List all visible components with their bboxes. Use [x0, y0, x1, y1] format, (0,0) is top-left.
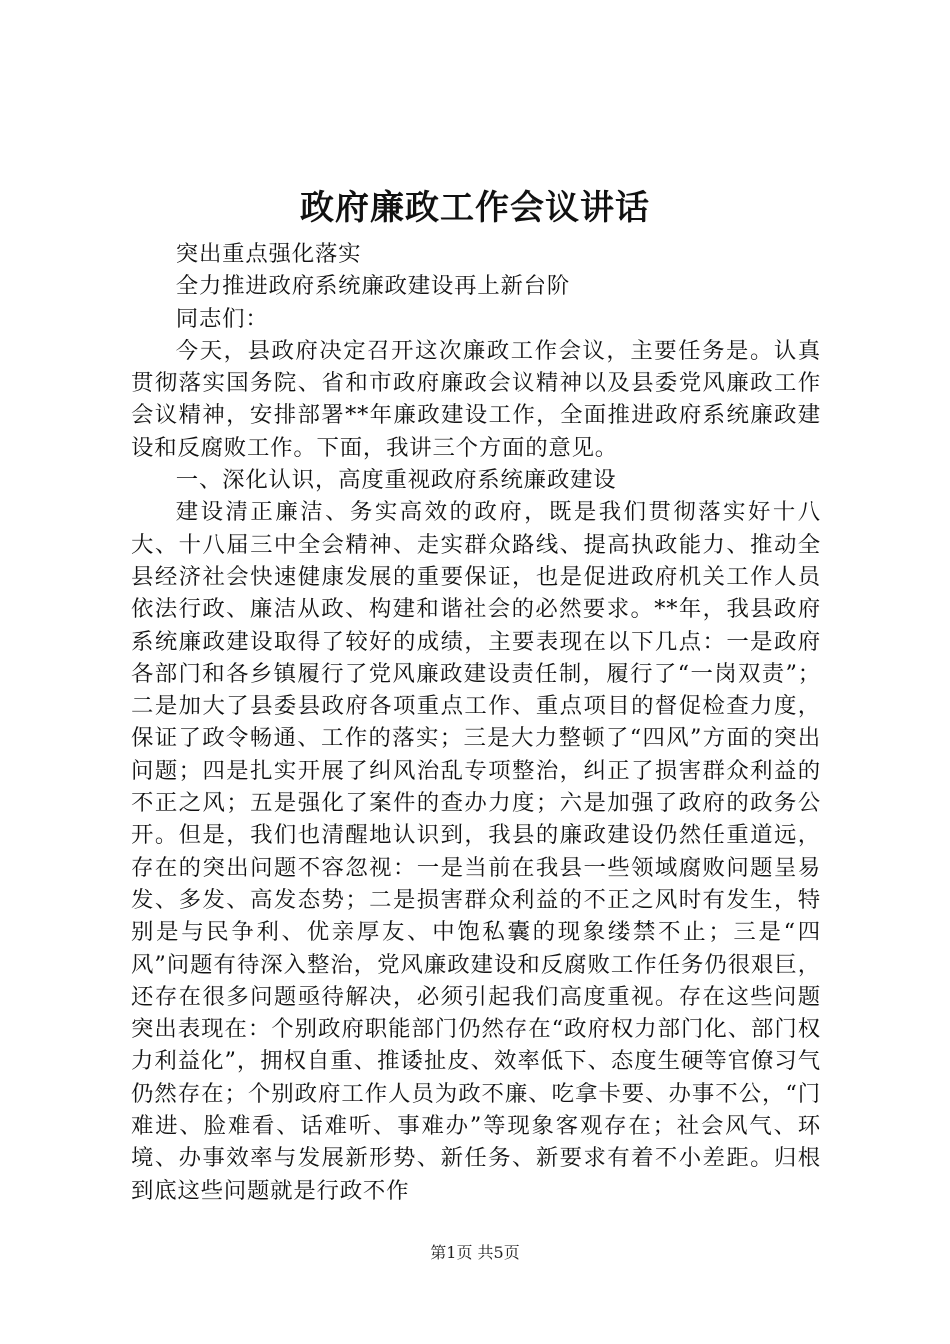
salutation: 同志们：	[175, 305, 269, 332]
document-title: 政府廉政工作会议讲话	[300, 188, 650, 228]
document-body	[131, 238, 821, 1207]
subtitle-line-1: 突出重点强化落实	[175, 241, 362, 267]
page-footer: 第1页 共5页	[430, 1243, 520, 1262]
body-paragraph: 建设清正廉洁、务实高效的政府，既是我们贯彻落实好十八大、十八届三中全会精神、走实群众路线、提高执政能力、推动全县经济社会快速健康发展的重要保证，也是促进政府机关工作人员依法行政、廉洁从政、构建和谐社会的必然要求。**年，我县政府系统廉政建设取得了较好的成绩，主要表现在以下几点：一是政府各部门和各乡镇履行了党风廉政建设责任制，履行了“一岗双责”；二是加大了县委县政府各项重点工作、重点项目的督促检查力度，保证了政令畅通、工作的落实；三是大力整顿了“四风”方面的突出问题；四是扎实开展了纠风治乱专项整治，纠正了损害群众利益的不正之风；五是强化了案件的查办力度；六是加强了政府的政务公开。但是，我们也清醒地认识到，我县的廉政建设仍然任重道远，存在的突出问题不容忽视：一是当前在我县一些领域腐败问题呈易发、多发、高发态势；二是损害群众利益的不正之风时有发生，特别是与民争利、优亲厚友、中饱私囊的现象缕禁不止；三是“四风”问题有待深入整治，党风廉政建设和反腐败工作任务仍很艰巨，还存在很多问题亟待解决，必须引起我们高度重视。存在这些问题突出表现在：个别政府职能部门仍然存在“政府权力部门化、部门权力利益化”，拥权自重、推诿扯皮、效率低下、态度生硬等官僚习气仍然存在；个别政府工作人员为政不廉、吃拿卡要、办事不公，“门难进、脸难看、话难听、事难办”等现象客观存在；社会风气、环境、办事效率与发展新形势、新任务、新要求有着不小差距。归根到底这些问题就是行政不作	[131, 499, 821, 1204]
subtitle-line-2: 全力推进政府系统廉政建设再上新台阶	[175, 273, 571, 300]
section-heading-1: 一、深化认识，高度重视政府系统廉政建设	[175, 467, 617, 494]
intro-paragraph: 今天，县政府决定召开这次廉政工作会议，主要任务是。认真贯彻落实国务院、省和市政府廉政会议精神以及县委党风廉政工作会议精神，安排部署**年廉政建设工作，全面推进政府系统廉政建设和反腐败工作。下面，我讲三个方面的意见。	[131, 337, 821, 461]
